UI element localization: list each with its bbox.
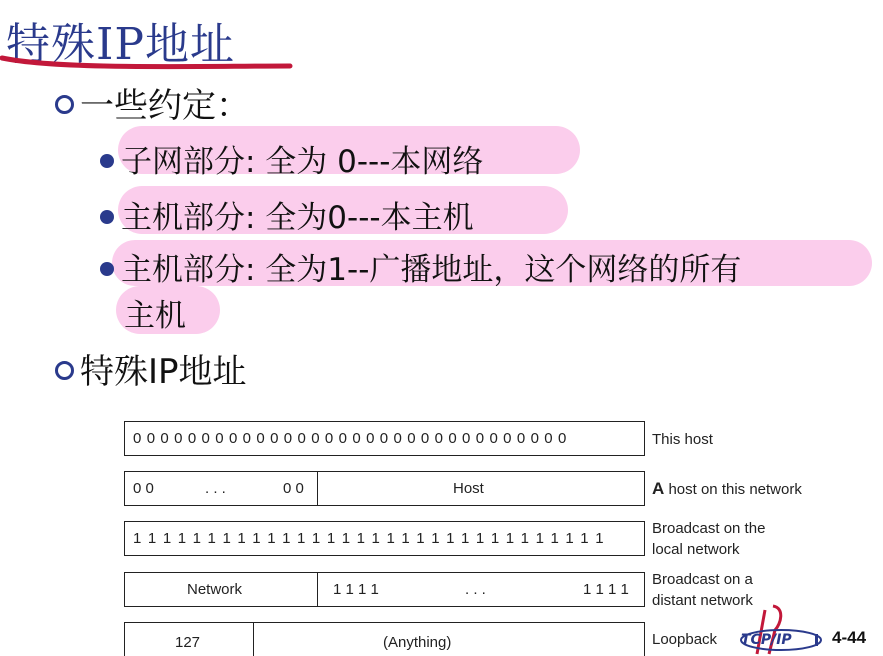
ones-right-cell: 1 1 1 1 bbox=[583, 581, 629, 598]
cell-divider bbox=[317, 573, 318, 606]
bullet-host-one: 主机部分: 全为1--广播地址，这个网络的所有 bbox=[100, 244, 741, 289]
row-loopback bbox=[124, 622, 645, 656]
desc-host-on-network: A host on this network bbox=[652, 479, 802, 498]
desc-loopback: Loopback bbox=[652, 631, 718, 648]
all-zeros-cell: 0 0 0 0 0 0 0 0 0 0 0 0 0 0 0 0 0 0 0 0 0 0 0 0 0 0 0 0 0 0 0 0 bbox=[133, 430, 567, 447]
row-distant-broadcast bbox=[124, 572, 645, 607]
anything-cell: (Anything) bbox=[383, 633, 452, 651]
ring-bullet-icon bbox=[55, 361, 74, 380]
ones-left-cell: 1 1 1 1 bbox=[333, 581, 379, 598]
row-this-host bbox=[124, 421, 645, 456]
host-cell: Host bbox=[453, 480, 484, 497]
svg-text:TCP/IP: TCP/IP bbox=[741, 632, 792, 648]
ring-bullet-icon bbox=[55, 95, 74, 114]
ellipsis-cell: . . . bbox=[205, 480, 226, 497]
bullet-subnet-zero: 子网部分: 全为 0---本网络 bbox=[100, 136, 483, 181]
cell-divider bbox=[253, 623, 254, 656]
all-ones-cell: 1 1 1 1 1 1 1 1 1 1 1 1 1 1 1 1 1 1 1 1 1 1 1 1 1 1 1 1 1 1 1 1 bbox=[133, 530, 605, 547]
loopback-127-cell: 127 bbox=[175, 633, 201, 651]
row-local-broadcast bbox=[124, 521, 645, 556]
section-heading-conventions: 一些约定： bbox=[55, 78, 250, 127]
desc-distant-broadcast: Broadcast on a distant network bbox=[652, 571, 753, 609]
bullet-host-zero: 主机部分: 全为0---本主机 bbox=[100, 192, 474, 237]
bullet-host-one-cont: 主机 bbox=[124, 298, 186, 334]
zeros-left-cell: 0 0 bbox=[133, 480, 154, 497]
tcp-ip-logo-icon bbox=[735, 604, 827, 656]
dot-bullet-icon bbox=[100, 210, 114, 224]
section-heading-special-ip: 特殊IP地址 bbox=[55, 344, 247, 393]
dot-bullet-icon bbox=[100, 262, 114, 276]
desc-local-broadcast: Broadcast on the local network bbox=[652, 520, 766, 558]
zeros-right-cell: 0 0 bbox=[283, 480, 304, 497]
page-number: 4-44 bbox=[832, 628, 867, 647]
ellipsis-cell: . . . bbox=[465, 581, 486, 598]
row-host-on-network bbox=[124, 471, 645, 506]
desc-this-host: This host bbox=[652, 431, 713, 448]
network-cell: Network bbox=[187, 581, 243, 598]
dot-bullet-icon bbox=[100, 154, 114, 168]
page-title: 特殊IP地址 bbox=[6, 19, 235, 70]
title-underline bbox=[0, 50, 300, 74]
cell-divider bbox=[317, 472, 318, 505]
